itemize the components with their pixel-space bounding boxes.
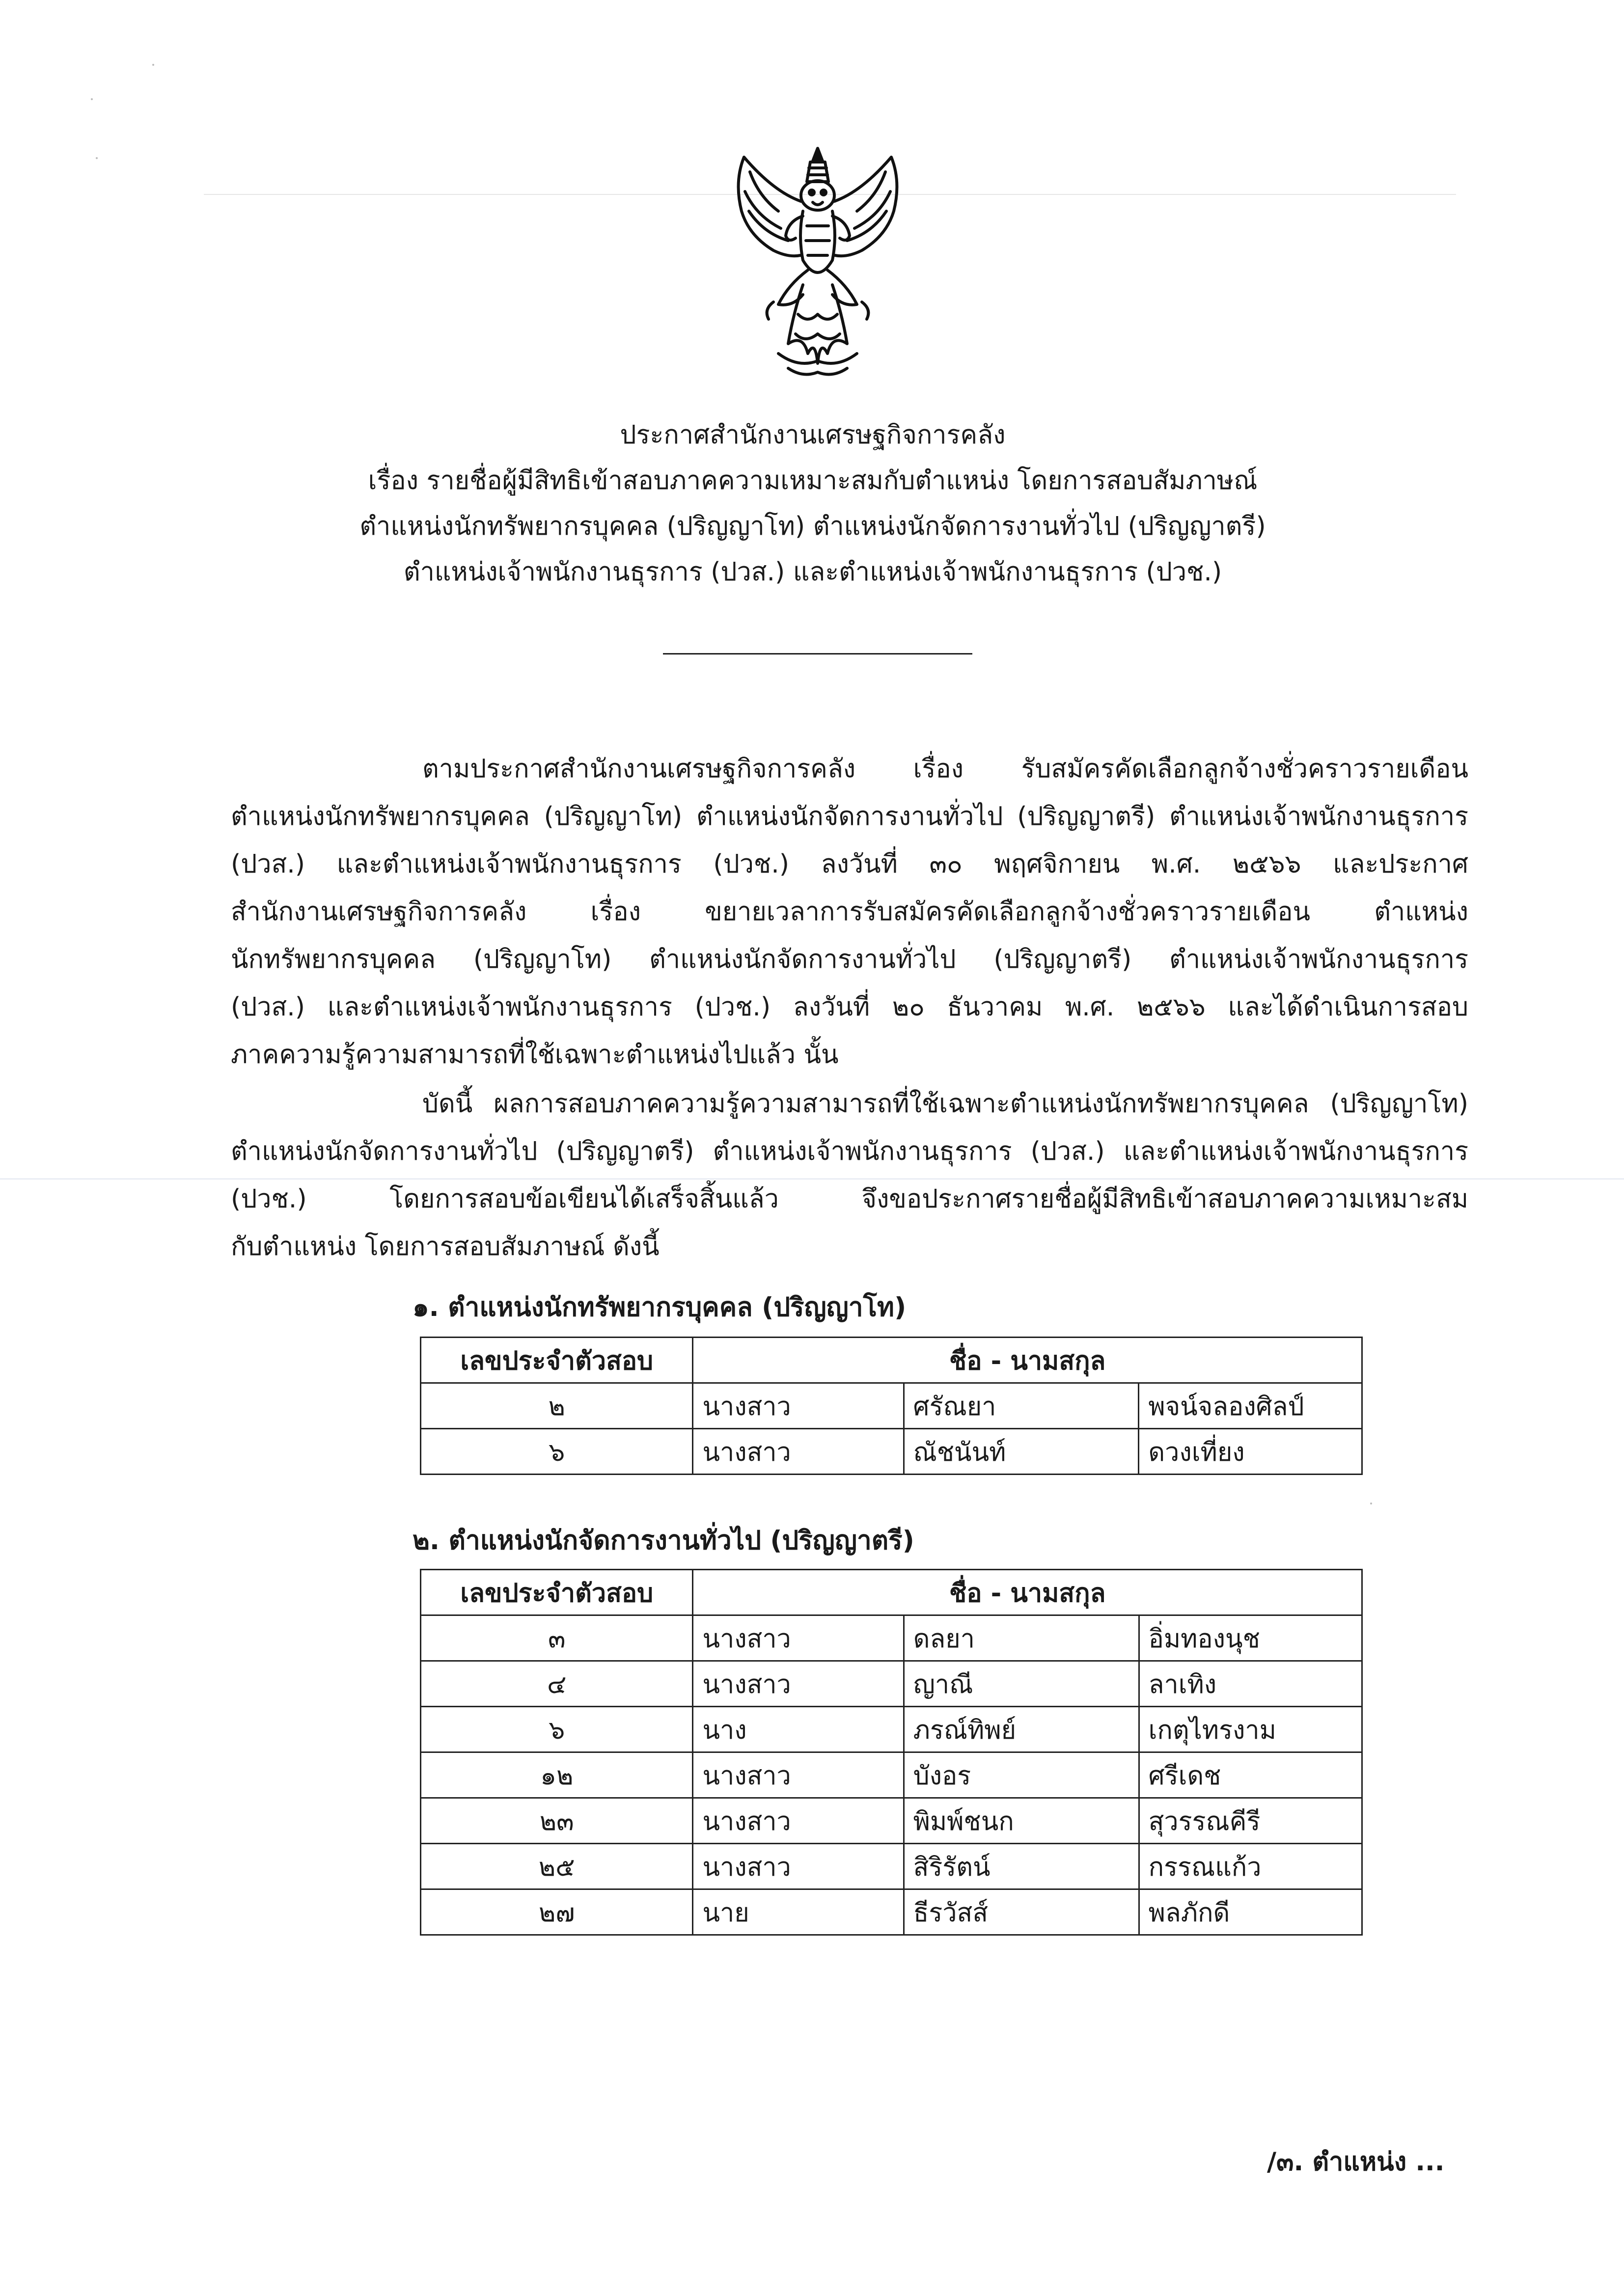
garuda-emblem-icon xyxy=(715,137,921,383)
exam-id: ๓ xyxy=(421,1615,693,1661)
first-name: ดลยา xyxy=(904,1615,1139,1661)
title-line-3: ตำแหน่งนักทรัพยากรบุคคล (ปริญญาโท) ตำแหน่งนักจัดการงานทั่วไป (ปริญญาตรี) xyxy=(359,512,1266,541)
name-title: นางสาว xyxy=(693,1661,904,1707)
exam-id: ๒๗ xyxy=(421,1889,693,1935)
first-name: ญาณี xyxy=(904,1661,1139,1707)
table-row xyxy=(421,1752,1362,1798)
next-page-reference: /๓. ตำแหน่ง ... xyxy=(1267,2147,1445,2177)
para1-line: ภาคความรู้ความสามารถที่ใช้เฉพาะตำแหน่งไปแล้ว นั้น xyxy=(231,1040,839,1069)
table-header-row xyxy=(421,1570,1362,1615)
title-line-2: เรื่อง รายชื่อผู้มีสิทธิเข้าสอบภาคความเหมาะสมกับตำแหน่ง โดยการสอบสัมภาษณ์ xyxy=(368,466,1258,495)
exam-id: ๖ xyxy=(421,1707,693,1752)
title-line-1: ประกาศสำนักงานเศรษฐกิจการคลัง xyxy=(620,420,1006,450)
para1-line: สำนักงานเศรษฐกิจการคลัง เรื่อง ขยายเวลาการรับสมัครคัดเลือกลูกจ้างชั่วคราวรายเดือน ตำแหน่ง xyxy=(231,897,1468,927)
exam-id: ๒๓ xyxy=(421,1798,693,1844)
table-row xyxy=(421,1889,1362,1935)
table-row xyxy=(421,1429,1362,1475)
table-row xyxy=(421,1615,1362,1661)
last-name: ลาเทิง xyxy=(1139,1661,1362,1707)
exam-id: ๖ xyxy=(421,1429,693,1475)
para1-line: (ปวส.) และตำแหน่งเจ้าพนักงานธุรการ (ปวช.) ลงวันที่ ๓๐ พฤศจิกายน พ.ศ. ๒๕๖๖ และประกาศ xyxy=(231,849,1468,879)
para2-line: กับตำแหน่ง โดยการสอบสัมภาษณ์ ดังนี้ xyxy=(231,1232,660,1261)
name-title: นางสาว xyxy=(693,1844,904,1889)
name-title: นางสาว xyxy=(693,1383,904,1429)
para2-line: ตำแหน่งนักจัดการงานทั่วไป (ปริญญาตรี) ตำแหน่งเจ้าพนักงานธุรการ (ปวส.) และตำแหน่งเจ้าพนักงานธุรการ xyxy=(231,1137,1468,1166)
para1-line: นักทรัพยากรบุคคล (ปริญญาโท) ตำแหน่งนักจัดการงานทั่วไป (ปริญญาตรี) ตำแหน่งเจ้าพนักงานธุรการ xyxy=(231,945,1468,974)
section-1-heading: ๑. ตำแหน่งนักทรัพยากรบุคคล (ปริญญาโท) xyxy=(413,1292,907,1322)
col-fullname-header: ชื่อ - นามสกุล xyxy=(693,1338,1362,1383)
table-header-row xyxy=(421,1338,1362,1383)
first-name: ณัชนันท์ xyxy=(904,1429,1139,1475)
title-divider xyxy=(663,653,972,655)
para1-line: ตามประกาศสำนักงานเศรษฐกิจการคลัง เรื่อง รับสมัครคัดเลือกลูกจ้างชั่วคราวรายเดือน xyxy=(422,754,1468,784)
exam-id: ๒ xyxy=(421,1383,693,1429)
para1-line: (ปวส.) และตำแหน่งเจ้าพนักงานธุรการ (ปวช.) ลงวันที่ ๒๐ ธันวาคม พ.ศ. ๒๕๖๖ และได้ดำเนินการสอบ xyxy=(231,992,1468,1022)
name-title: นาย xyxy=(693,1889,904,1935)
para2-line: (ปวช.) โดยการสอบข้อเขียนได้เสร็จสิ้นแล้ว จึงขอประกาศรายชื่อผู้มีสิทธิเข้าสอบภาคความเหมาะสม xyxy=(231,1184,1468,1214)
name-title: นางสาว xyxy=(693,1429,904,1475)
announcement-title xyxy=(147,412,1478,595)
last-name: พลภักดี xyxy=(1139,1889,1362,1935)
table-row xyxy=(421,1798,1362,1844)
last-name: เกตุไทรงาม xyxy=(1139,1707,1362,1752)
first-name: ศรัณยา xyxy=(904,1383,1139,1429)
last-name: พจน์จลองศิลป์ xyxy=(1139,1383,1362,1429)
first-name: ธีรวัสส์ xyxy=(904,1889,1139,1935)
scan-speck xyxy=(1370,1503,1372,1504)
table-row xyxy=(421,1707,1362,1752)
last-name: สุวรรณคีรี xyxy=(1139,1798,1362,1844)
name-title: นางสาว xyxy=(693,1798,904,1844)
last-name: ดวงเที่ยง xyxy=(1139,1429,1362,1475)
col-exam-id-header: เลขประจำตัวสอบ xyxy=(421,1570,693,1615)
exam-id: ๒๕ xyxy=(421,1844,693,1889)
paragraph-2 xyxy=(231,1080,1468,1271)
name-title: นางสาว xyxy=(693,1752,904,1798)
section-1-table xyxy=(420,1337,1363,1475)
table-row xyxy=(421,1661,1362,1707)
last-name: อิ่มทองนุช xyxy=(1139,1615,1362,1661)
first-name: สิริรัตน์ xyxy=(904,1844,1139,1889)
section-2-heading: ๒. ตำแหน่งนักจัดการงานทั่วไป (ปริญญาตรี) xyxy=(413,1526,914,1556)
first-name: บังอร xyxy=(904,1752,1139,1798)
last-name: กรรณแก้ว xyxy=(1139,1844,1362,1889)
table-row xyxy=(421,1844,1362,1889)
title-line-4: ตำแหน่งเจ้าพนักงานธุรการ (ปวส.) และตำแหน่งเจ้าพนักงานธุรการ (ปวช.) xyxy=(403,557,1222,587)
first-name: ภรณ์ทิพย์ xyxy=(904,1707,1139,1752)
table-row xyxy=(421,1383,1362,1429)
col-exam-id-header: เลขประจำตัวสอบ xyxy=(421,1338,693,1383)
exam-id: ๔ xyxy=(421,1661,693,1707)
section-2-table xyxy=(420,1569,1363,1936)
paragraph-1 xyxy=(231,745,1468,1079)
first-name: พิมพ์ชนก xyxy=(904,1798,1139,1844)
scan-speck xyxy=(91,98,93,100)
scan-speck xyxy=(96,157,98,159)
para2-line: บัดนี้ ผลการสอบภาคความรู้ความสามารถที่ใช้เฉพาะตำแหน่งนักทรัพยากรบุคคล (ปริญญาโท) xyxy=(422,1089,1468,1119)
name-title: นาง xyxy=(693,1707,904,1752)
scan-speck xyxy=(152,64,154,66)
col-fullname-header: ชื่อ - นามสกุล xyxy=(693,1570,1362,1615)
exam-id: ๑๒ xyxy=(421,1752,693,1798)
last-name: ศรีเดช xyxy=(1139,1752,1362,1798)
name-title: นางสาว xyxy=(693,1615,904,1661)
para1-line: ตำแหน่งนักทรัพยากรบุคคล (ปริญญาโท) ตำแหน่งนักจัดการงานทั่วไป (ปริญญาตรี) ตำแหน่งเจ้าพนักงานธุรการ xyxy=(231,802,1468,831)
